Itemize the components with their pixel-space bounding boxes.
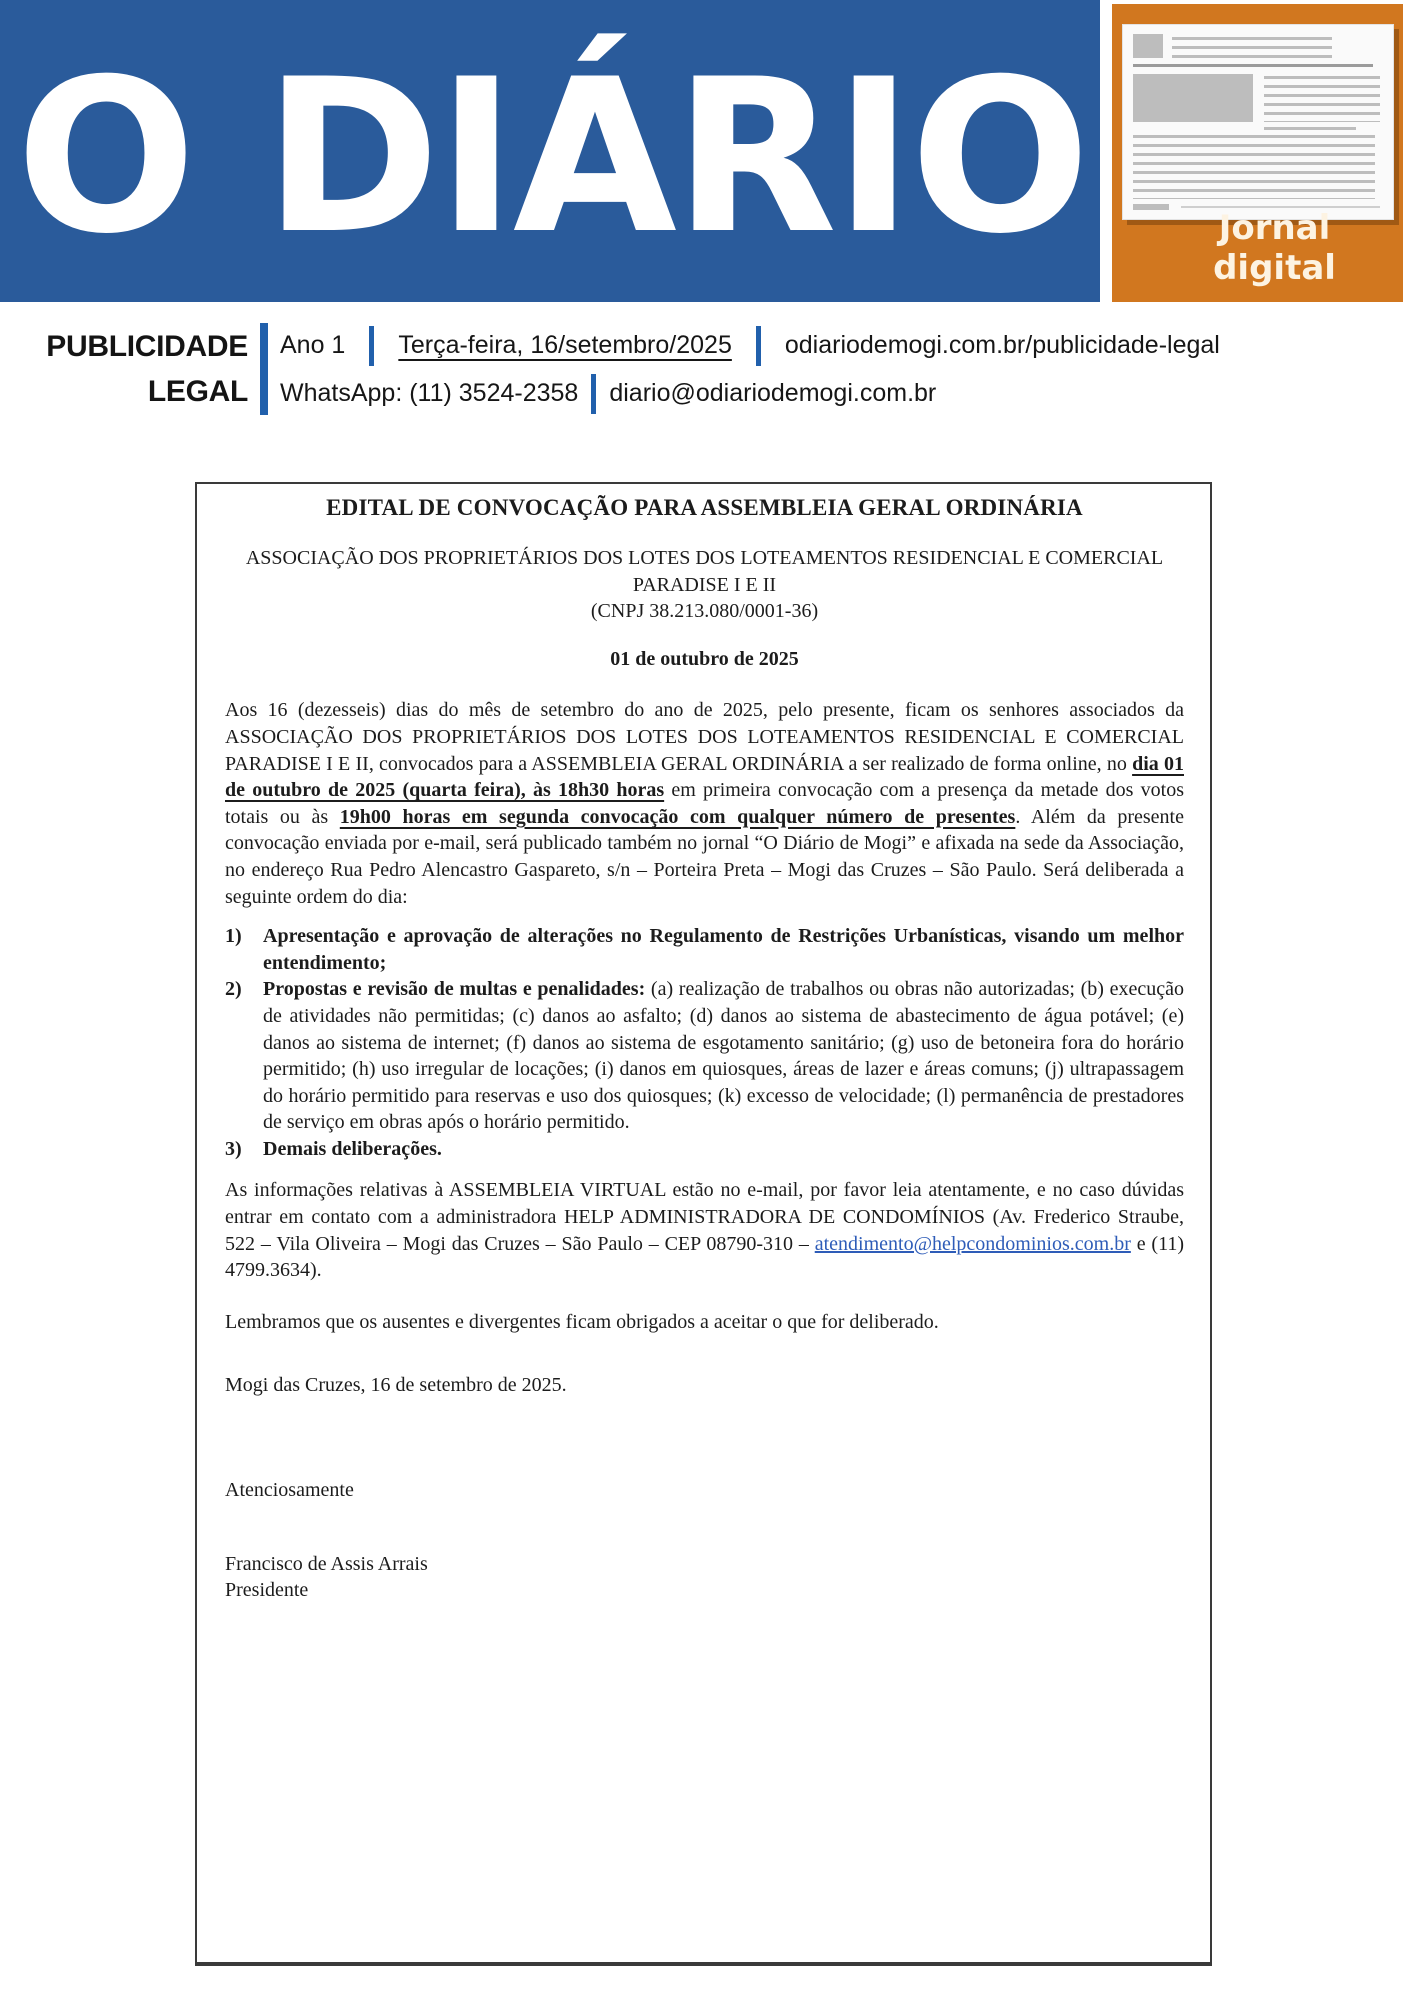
text-segment: (a) realização de trabalhos ou obras não autorizadas; (b) execução de atividades não permitidas; (c) danos ao asfalto; (d) danos ao sistema de abastecimento de água potável; (e) danos ao sistema de internet; (f) danos ao sistema de esgotamento sanitário; (g) uso de betoneira fora do horário permitido; (h) uso irregular de locações; (i) danos em quiosques, áreas de lazer e áreas comuns; (j) ultrapassagem do horário permitido para reservas e uso dos quiosques; (k) excesso de velocidade; (l) permanência de prestadores de serviço em obras após o horário permitido. bbox=[263, 978, 1184, 1134]
reminder-paragraph: Lembramos que os ausentes e divergentes ficam obrigados a aceitar o que for deliberado. bbox=[225, 1310, 939, 1333]
newspaper-icon-body-lines bbox=[1133, 135, 1375, 199]
text-segment: As informações relativas à ASSEMBLEIA VIRTUAL estão no e-mail, por favor leia atentamente, e no caso dúvidas entrar em contato com a administradora HELP ADMINISTRADORA DE CONDOMÍNIOS (Av. Frederico Straube, 522 – Vila Oliveira – Mogi das Cruzes – São Paulo – CEP 08790-310 – bbox=[225, 1179, 1184, 1255]
newspaper-icon-thumb bbox=[1133, 34, 1163, 58]
text-segment: Demais deliberações. bbox=[263, 1137, 442, 1160]
publication-website: odiariodemogi.com.br/publicidade-legal bbox=[784, 331, 1220, 359]
newspaper-icon-caption-line bbox=[1264, 127, 1356, 130]
contact-email: diario@odiariodemogi.com.br bbox=[609, 379, 937, 407]
newspaper-icon-rule bbox=[1133, 64, 1373, 67]
agenda-item-number: 2) bbox=[225, 978, 242, 1001]
text-segment: Apresentação e aprovação de alterações no Regulamento de Restrições Urbanísticas, visando um melhor entendimento; bbox=[263, 925, 1184, 974]
text-segment: . Além da presente convocação enviada por e-mail, será publicado também no jornal “O Diário de Mogi” e afixada na sede da Associação, no endereço Rua Pedro Alencastro Gaspareto, s/n – Porteira Preta – Mogi das Cruzes – São Paulo. Será deliberada a seguinte ordem do dia: bbox=[225, 805, 1184, 908]
text-segment: Propostas e revisão de multas e penalidades: bbox=[263, 978, 646, 1001]
text-segment: Aos 16 (dezesseis) dias do mês de setembro do ano de 2025, pelo presente, ficam os senhores associados da ASSOCIAÇÃO DOS PROPRIETÁRIOS DOS LOTES DOS LOTEAMENTOS RESIDENCIAL E COMERCIAL PARADISE I E II, convocados para a ASSEMBLEIA GERAL ORDINÁRIA a ser realizado de forma online, no bbox=[225, 699, 1184, 775]
header-meta-row-1 bbox=[280, 323, 1220, 368]
banner-tagline: Jornal digital bbox=[1213, 208, 1336, 288]
agenda-item-number: 1) bbox=[225, 925, 242, 948]
header-meta-row-2 bbox=[280, 371, 936, 416]
newspaper-icon-header bbox=[1133, 34, 1380, 59]
place-and-date: Mogi das Cruzes, 16 de setembro de 2025. bbox=[225, 1374, 567, 1397]
digital-journal-badge bbox=[1112, 4, 1403, 302]
newspaper-icon-columns bbox=[1264, 76, 1380, 122]
meta-divider bbox=[591, 374, 596, 414]
newspaper-title: O DIÁRIO bbox=[16, 33, 1088, 280]
text-segment: e (11) 4799.3634). bbox=[225, 1232, 1184, 1282]
assembly-date: 01 de outubro de 2025 bbox=[610, 647, 799, 670]
association-cnpj: (CNPJ 38.213.080/0001-36) bbox=[590, 600, 819, 623]
document-title: EDITAL DE CONVOCAÇÃO PARA ASSEMBLEIA GERAL ORDINÁRIA bbox=[326, 495, 1083, 520]
document-email-link[interactable]: atendimento@helpcondominios.com.br bbox=[814, 1232, 1131, 1255]
agenda-item-2 bbox=[225, 976, 1184, 1136]
agenda-item-text bbox=[263, 976, 1184, 1136]
opening-paragraph bbox=[225, 697, 1184, 910]
agenda-item-text bbox=[263, 1136, 1184, 1163]
section-title bbox=[0, 324, 248, 414]
info-paragraph bbox=[225, 1177, 1184, 1283]
signatory-name: Francisco de Assis Arrais bbox=[225, 1552, 428, 1575]
newspaper-icon bbox=[1122, 24, 1394, 220]
newspaper-icon-story bbox=[1133, 74, 1380, 122]
agenda-list bbox=[225, 923, 1184, 1162]
agenda-item-3 bbox=[225, 1136, 1184, 1163]
section-title-line1: PUBLICIDADE bbox=[46, 330, 248, 363]
publication-date: Terça-feira, 16/setembro/2025 bbox=[398, 331, 732, 359]
text-segment: em primeira convocação com a presença da metade dos votos totais ou às bbox=[225, 779, 1184, 828]
newspaper-logo-banner bbox=[0, 0, 1100, 302]
title-divider-bar bbox=[260, 323, 268, 415]
agenda-item-1 bbox=[225, 923, 1184, 976]
legal-notice-document bbox=[195, 482, 1212, 1966]
agenda-item-number: 3) bbox=[225, 1137, 242, 1160]
whatsapp-contact: WhatsApp: (11) 3524-2358 bbox=[280, 379, 579, 407]
association-name: ASSOCIAÇÃO DOS PROPRIETÁRIOS DOS LOTES DOS LOTEAMENTOS RESIDENCIAL E COMERCIAL PARADISE I E II bbox=[245, 547, 1164, 596]
text-segment: dia 01 de outubro de 2025 (quarta feira), às 18h30 horas bbox=[225, 752, 1184, 802]
section-title-line2: LEGAL bbox=[147, 375, 248, 408]
edition-label: Ano 1 bbox=[280, 331, 346, 359]
signatory-title: Presidente bbox=[225, 1579, 309, 1602]
text-segment: 19h00 horas em segunda convocação com qualquer número de presentes bbox=[339, 805, 1016, 828]
meta-divider bbox=[756, 326, 761, 366]
closing-salutation: Atenciosamente bbox=[225, 1479, 354, 1502]
newspaper-icon-headlines bbox=[1172, 37, 1332, 59]
meta-divider bbox=[369, 326, 374, 366]
newspaper-icon-photo bbox=[1133, 74, 1253, 122]
agenda-item-text bbox=[263, 923, 1184, 976]
